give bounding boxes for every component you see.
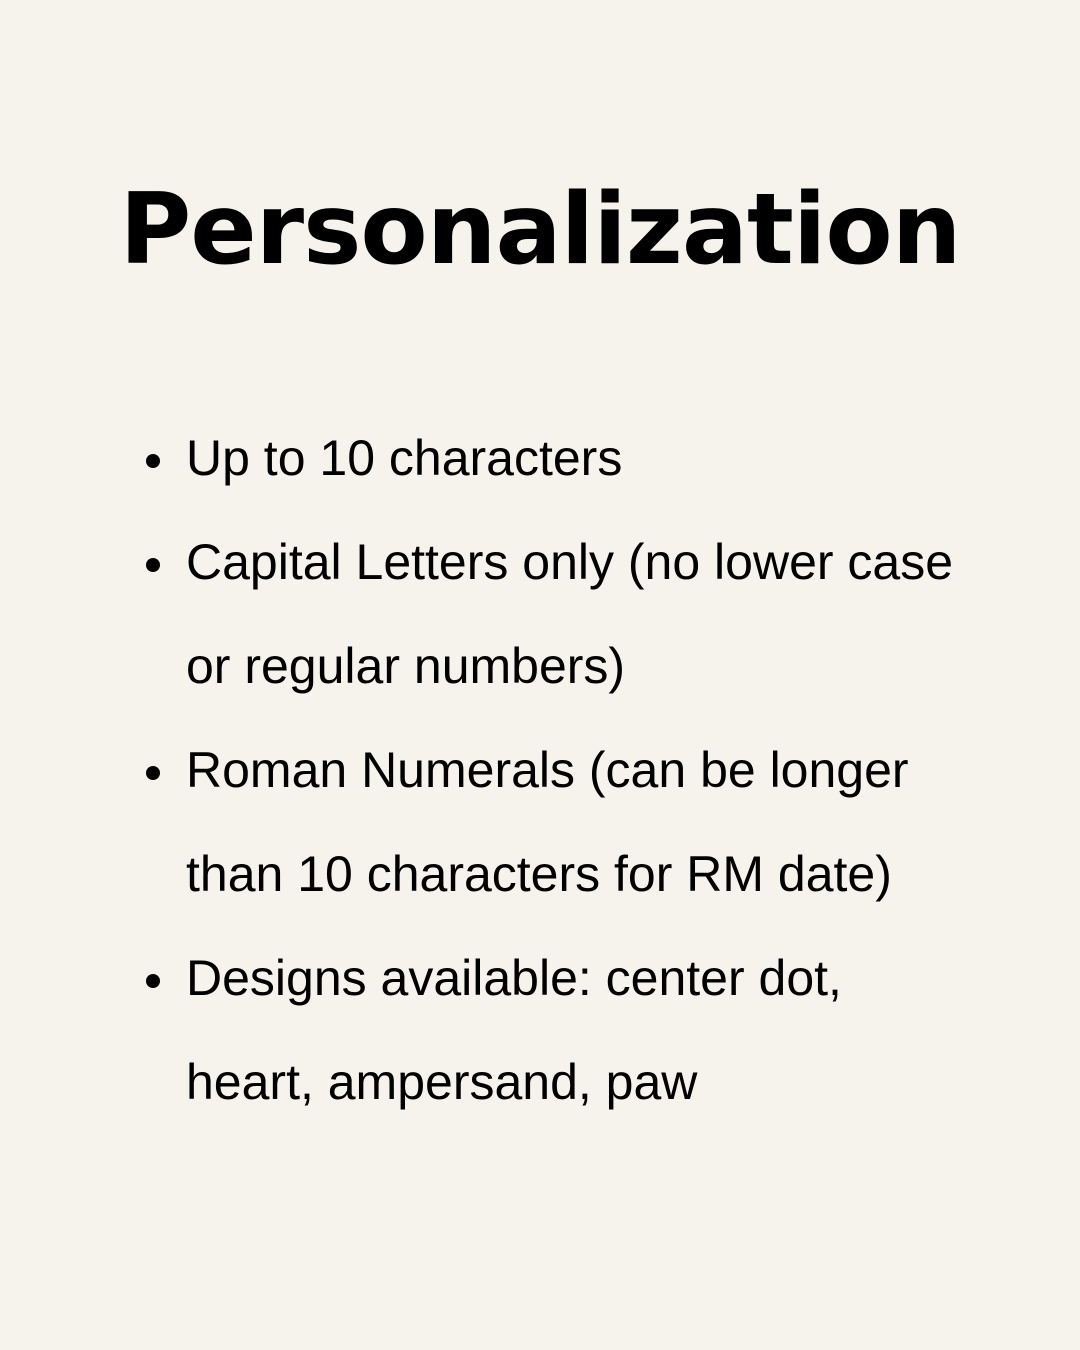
personalization-list — [140, 406, 980, 1134]
bullet-icon — [146, 454, 160, 468]
list-item-text: Roman Numerals (can be longer than 10 characters for RM date) — [186, 742, 909, 902]
list-item-text: Capital Letters only (no lower case or regular numbers) — [186, 534, 954, 694]
list-item-text: Up to 10 characters — [186, 430, 623, 486]
list-item — [140, 926, 980, 1134]
bullet-icon — [146, 558, 160, 572]
bullet-icon — [146, 766, 160, 780]
list-item-text: Designs available: center dot, heart, ampersand, paw — [186, 950, 842, 1110]
list-item — [140, 406, 980, 510]
list-item — [140, 510, 980, 718]
bullet-icon — [146, 974, 160, 988]
page-title: Personalization — [119, 173, 961, 287]
list-item — [140, 718, 980, 926]
